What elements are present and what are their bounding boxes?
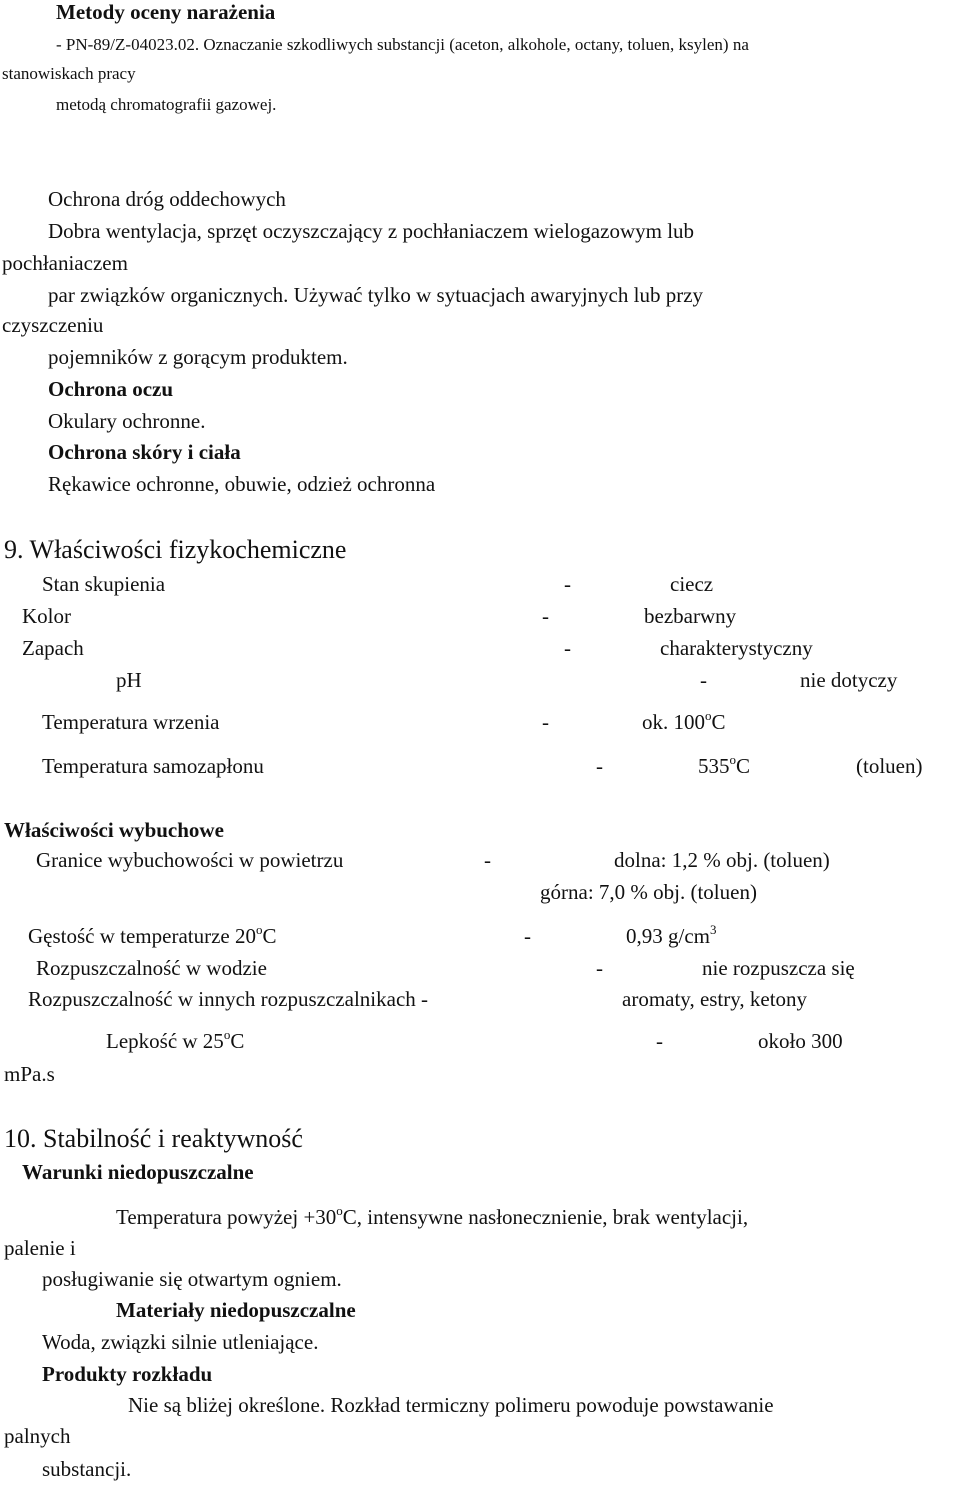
skin-protection-text: Rękawice ochronne, obuwie, odzież ochronna [48,472,436,496]
explosive-properties-heading: Właściwości wybuchowe [4,818,224,842]
water-solubility-dash: - [596,956,603,980]
color-label: Kolor [22,604,71,628]
boiling-point-dash: - [542,710,549,734]
conditions-text: posługiwanie się otwartym ogniem. [42,1267,342,1291]
respiratory-protection-text: czyszczeniu [2,313,104,337]
color-dash: - [542,604,549,628]
other-solubility-label: Rozpuszczalność w innych rozpuszczalnikach - [28,987,429,1011]
respiratory-protection-text: pochłaniaczem [2,251,128,275]
materials-heading: Materiały niedopuszczalne [116,1298,356,1322]
viscosity-dash: - [656,1029,663,1053]
methods-line: metodą chromatografii gazowej. [56,95,277,114]
boiling-point-value: ok. 100$^o$C [642,708,726,734]
water-solubility-label: Rozpuszczalność w wodzie [36,956,267,980]
explosive-limits-dash: - [484,848,491,872]
methods-standard-line: - PN-89/Z-04023.02. Oznaczanie szkodliwych substancji (aceton, alkohole, octany, toluen, ksylen) na [56,35,749,54]
decomposition-heading: Produkty rozkładu [42,1362,213,1386]
density-label: Gęstość w temperaturze 20$^o$C [28,922,277,948]
conditions-text: palenie i [4,1236,76,1260]
respiratory-protection-text: Dobra wentylacja, sprzęt oczyszczający z pochłaniaczem wielogazowym lub [48,219,695,243]
water-solubility-value: nie rozpuszcza się [702,956,855,980]
skin-protection-heading: Ochrona skóry i ciała [48,440,241,464]
section-10-heading: 10. Stabilność i reaktywność [4,1124,303,1153]
other-solubility-value: aromaty, estry, ketony [622,987,808,1011]
autoignition-note: (toluen) [856,754,923,778]
autoignition-value: 535$^o$C [698,752,751,778]
state-value: ciecz [670,572,714,596]
methods-heading: Metody oceny narażenia [56,0,276,24]
conditions-text: Temperatura powyżej $+30^oC$, intensywne nasłonecznienie, brak wentylacji, [116,1203,749,1229]
explosive-lower-limit: dolna: 1,2 % obj. (toluen) [614,848,830,872]
viscosity-unit: mPa.s [4,1062,55,1086]
color-value: bezbarwny [644,604,737,628]
decomposition-text: Nie są bliżej określone. Rozkład termiczny polimeru powoduje powstawanie [128,1393,774,1417]
respiratory-protection-heading: Ochrona dróg oddechowych [48,187,286,211]
explosive-upper-limit: górna: 7,0 % obj. (toluen) [540,880,757,904]
ph-dash: - [700,668,707,692]
density-dash: - [524,924,531,948]
state-dash: - [564,572,571,596]
respiratory-protection-text: par związków organicznych. Używać tylko w sytuacjach awaryjnych lub przy [48,283,704,307]
boiling-point-label: Temperatura wrzenia [42,710,220,734]
autoignition-label: Temperatura samozapłonu [42,754,264,778]
materials-text: Woda, związki silnie utleniające. [42,1330,319,1354]
autoignition-dash: - [596,754,603,778]
density-value: 0,93 $g/cm^3$ [626,922,717,948]
eye-protection-heading: Ochrona oczu [48,377,174,401]
viscosity-label: Lepkość w 25$^o$C [106,1027,245,1053]
section-9-heading: 9. Właściwości fizykochemiczne [4,535,347,564]
conditions-heading: Warunki niedopuszczalne [22,1160,254,1184]
odor-value: charakterystyczny [660,636,813,660]
explosive-limits-label: Granice wybuchowości w powietrzu [36,848,344,872]
eye-protection-text: Okulary ochronne. [48,409,206,433]
ph-label: pH [116,668,142,692]
viscosity-value: około 300 [758,1029,843,1053]
decomposition-text: substancji. [42,1457,132,1481]
odor-dash: - [564,636,571,660]
methods-line: stanowiskach pracy [2,64,136,83]
odor-label: Zapach [22,636,84,660]
decomposition-text: palnych [4,1424,71,1448]
respiratory-protection-text: pojemników z gorącym produktem. [48,345,348,369]
state-label: Stan skupienia [42,572,166,596]
ph-value: nie dotyczy [800,668,898,692]
